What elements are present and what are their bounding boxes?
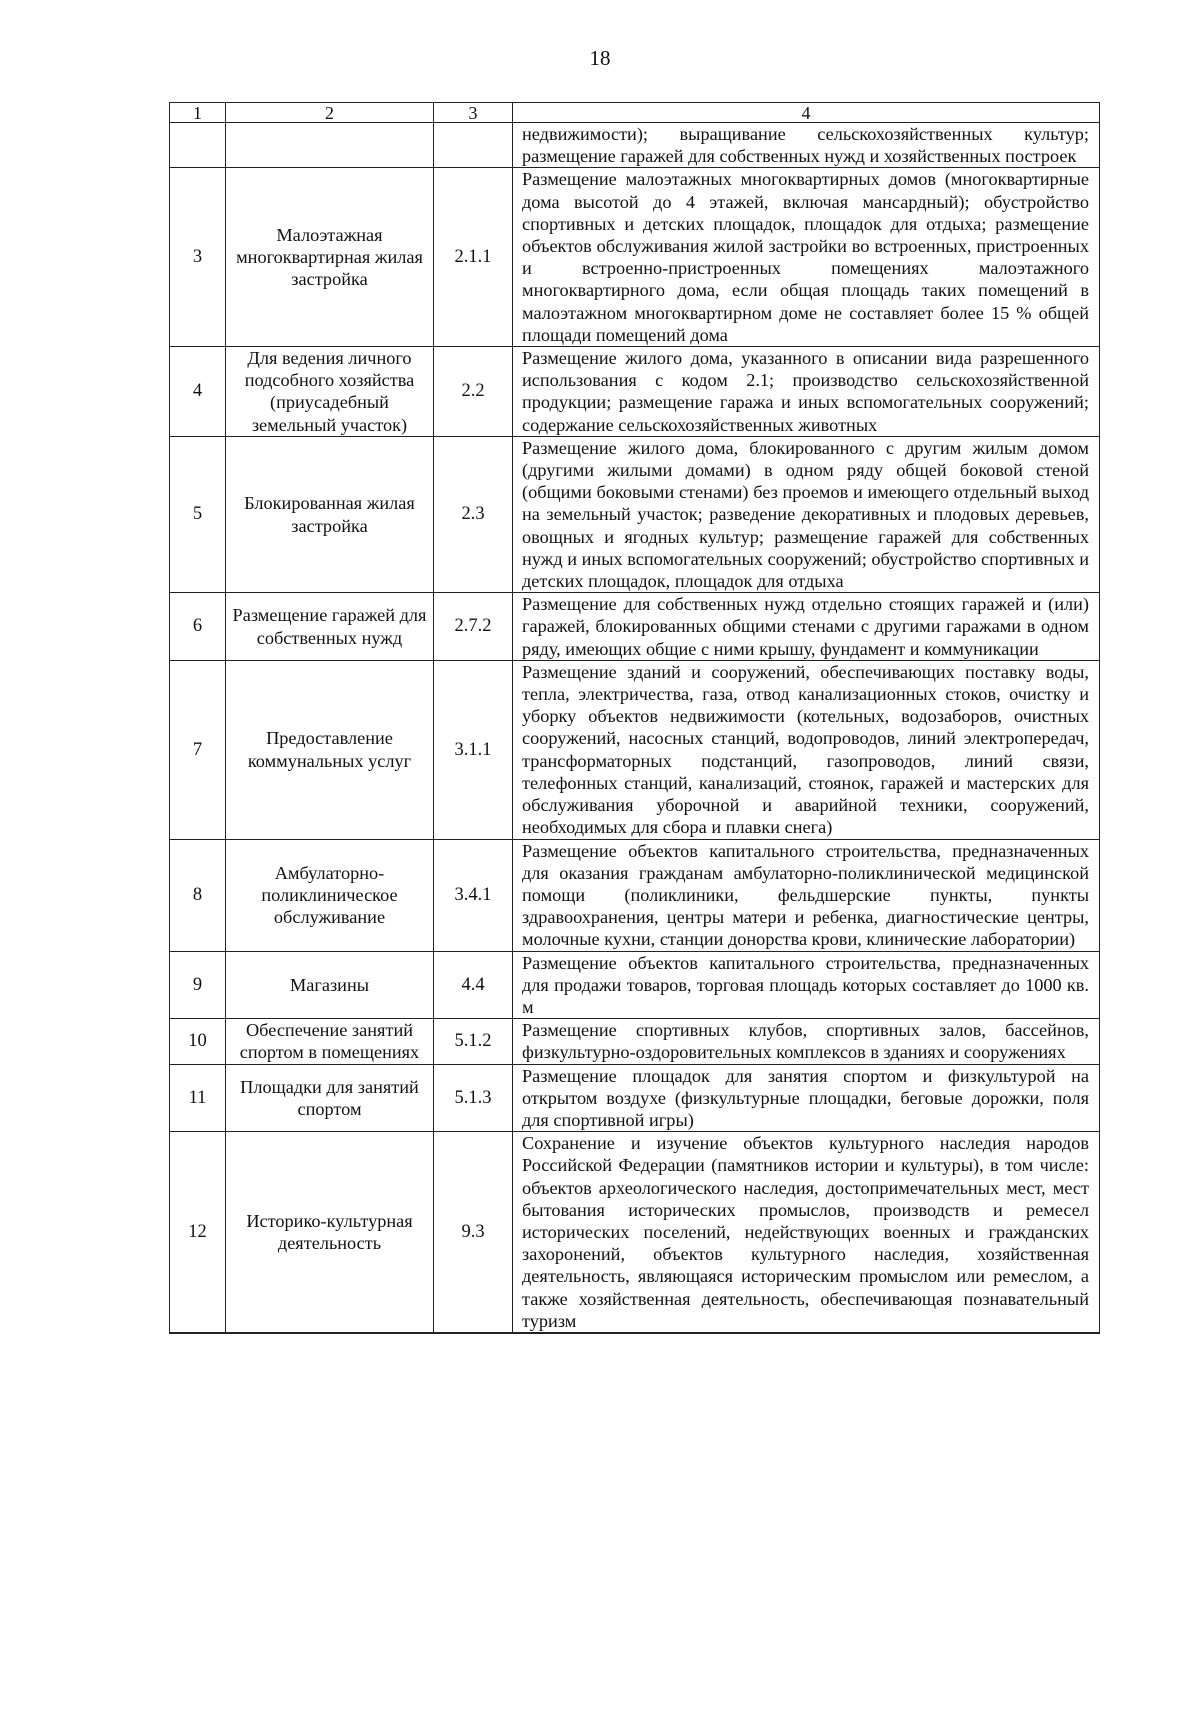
row-number: 3	[170, 168, 226, 347]
use-type-description: Размещение малоэтажных многоквартирных домов (многоквартирные дома высотой до 4 этажей, включая мансардный); обустройство спортивных и детских площадок, площадок для отдыха; размещение объектов обслуживания жилой застройки во встроенных, пристроенных и встроенно-пристроенных помещениях малоэтажного многоквартирного дома, если общая площадь таких помещений в малоэтажном многоквартирном доме не составляет более 15 % общей площади помещений дома	[513, 168, 1100, 347]
use-type-description: недвижимости); выращивание сельскохозяйственных культур; размещение гаражей для собственных нужд и хозяйственных построек	[513, 123, 1100, 168]
table-row	[170, 168, 1100, 347]
use-type-description: Размещение жилого дома, указанного в описании вида разрешенного использования с кодом 2.1; производство сельскохозяйственной продукции; размещение гаража и иных вспомогательных сооружений; содержание сельскохозяйственных животных	[513, 347, 1100, 437]
use-type-description	[513, 1332, 1100, 1333]
use-type-code: 3.1.1	[434, 660, 513, 839]
table-row	[170, 951, 1100, 1019]
use-type-code: 2.1.1	[434, 168, 513, 347]
column-header: 1	[170, 103, 226, 123]
table-row	[170, 1019, 1100, 1064]
land-use-table	[169, 102, 1100, 1334]
use-type-name: Обеспечение занятий спортом в помещениях	[226, 1019, 434, 1064]
use-type-description: Размещение объектов капитального строительства, предназначенных для продажи товаров, торговая площадь которых составляет до 1000 кв. м	[513, 951, 1100, 1019]
table-header-row	[170, 103, 1100, 123]
use-type-name: Магазины	[226, 951, 434, 1019]
use-type-code	[434, 1332, 513, 1333]
use-type-code: 5.1.2	[434, 1019, 513, 1064]
row-number: 6	[170, 593, 226, 661]
column-header: 3	[434, 103, 513, 123]
use-type-name: Предоставление коммунальных услуг	[226, 660, 434, 839]
use-type-code: 5.1.3	[434, 1064, 513, 1132]
column-header: 4	[513, 103, 1100, 123]
use-type-code: 2.7.2	[434, 593, 513, 661]
use-type-code: 2.3	[434, 436, 513, 592]
use-type-description: Размещение спортивных клубов, спортивных залов, бассейнов, физкультурно-оздоровительных комплексов в зданиях и сооружениях	[513, 1019, 1100, 1064]
use-type-name	[226, 1332, 434, 1333]
use-type-name: Для ведения личного подсобного хозяйства (приусадебный земельный участок)	[226, 347, 434, 437]
table-row	[170, 123, 1100, 168]
row-number	[170, 123, 226, 168]
use-type-code: 4.4	[434, 951, 513, 1019]
use-type-name: Амбулаторно-поликлиническое обслуживание	[226, 839, 434, 951]
row-number: 5	[170, 436, 226, 592]
row-number: 9	[170, 951, 226, 1019]
use-type-description: Размещение жилого дома, блокированного с другим жилым домом (другими жилыми домами) в одном ряду общей боковой стеной (общими боковыми стенами) без проемов и имеющего отдельный выход на земельный участок; разведение декоративных и плодовых деревьев, овощных и ягодных культур; размещение гаражей для собственных нужд и иных вспомогательных сооружений; обустройство спортивных и детских площадок, площадок для отдыха	[513, 436, 1100, 592]
use-type-description: Размещение для собственных нужд отдельно стоящих гаражей и (или) гаражей, блокированных общими стенами с другими гаражами в одном ряду, имеющих общие с ними крышу, фундамент и коммуникации	[513, 593, 1100, 661]
column-header: 2	[226, 103, 434, 123]
use-type-name: Малоэтажная многоквартирная жилая застройка	[226, 168, 434, 347]
use-type-description: Размещение зданий и сооружений, обеспечивающих поставку воды, тепла, электричества, газа, отвод канализационных стоков, очистку и уборку объектов недвижимости (котельных, водозаборов, очистных сооружений, насосных станций, водопроводов, линий электропередач, трансформаторных подстанций, газопроводов, линий связи, телефонных станций, канализаций, стоянок, гаражей и мастерских для обслуживания уборочной и аварийной техники, сооружений, необходимых для сбора и плавки снега)	[513, 660, 1100, 839]
use-type-name: Площадки для занятий спортом	[226, 1064, 434, 1132]
row-number: 8	[170, 839, 226, 951]
use-type-name: Историко-культурная деятельность	[226, 1132, 434, 1333]
table-row	[170, 593, 1100, 661]
use-type-code: 3.4.1	[434, 839, 513, 951]
row-number: 12	[170, 1132, 226, 1333]
row-number: 10	[170, 1019, 226, 1064]
row-number	[170, 1332, 226, 1333]
row-number: 4	[170, 347, 226, 437]
use-type-name: Блокированная жилая застройка	[226, 436, 434, 592]
row-number: 11	[170, 1064, 226, 1132]
use-type-description: Размещение объектов капитального строительства, предназначенных для оказания гражданам амбулаторно-поликлинической медицинской помощи (поликлиники, фельдшерские пункты, пункты здравоохранения, центры матери и ребенка, диагностические центры, молочные кухни, станции донорства крови, клинические лаборатории)	[513, 839, 1100, 951]
use-type-description: Размещение площадок для занятия спортом и физкультурой на открытом воздухе (физкультурные площадки, беговые дорожки, поля для спортивной игры)	[513, 1064, 1100, 1132]
page-number: 18	[589, 46, 611, 70]
row-number: 7	[170, 660, 226, 839]
use-type-description: Сохранение и изучение объектов культурного наследия народов Российской Федерации (памятников истории и культуры), в том числе: объектов археологического наследия, достопримечательных мест, мест бытования исторических промыслов, производств и ремесел исторических поселений, недействующих военных и гражданских захоронений, объектов культурного наследия, хозяйственная деятельность, являющаяся историческим промыслом или ремеслом, а также хозяйственная деятельность, обеспечивающая познавательный туризм	[513, 1132, 1100, 1333]
table-row	[170, 839, 1100, 951]
table-row	[170, 660, 1100, 839]
table-row	[170, 1132, 1100, 1333]
use-type-name	[226, 123, 434, 168]
table-row	[170, 1064, 1100, 1132]
use-type-code: 9.3	[434, 1132, 513, 1333]
use-type-code	[434, 123, 513, 168]
use-type-name: Размещение гаражей для собственных нужд	[226, 593, 434, 661]
use-type-code: 2.2	[434, 347, 513, 437]
table-row	[170, 1332, 1100, 1333]
table-row	[170, 347, 1100, 437]
table-row	[170, 436, 1100, 592]
